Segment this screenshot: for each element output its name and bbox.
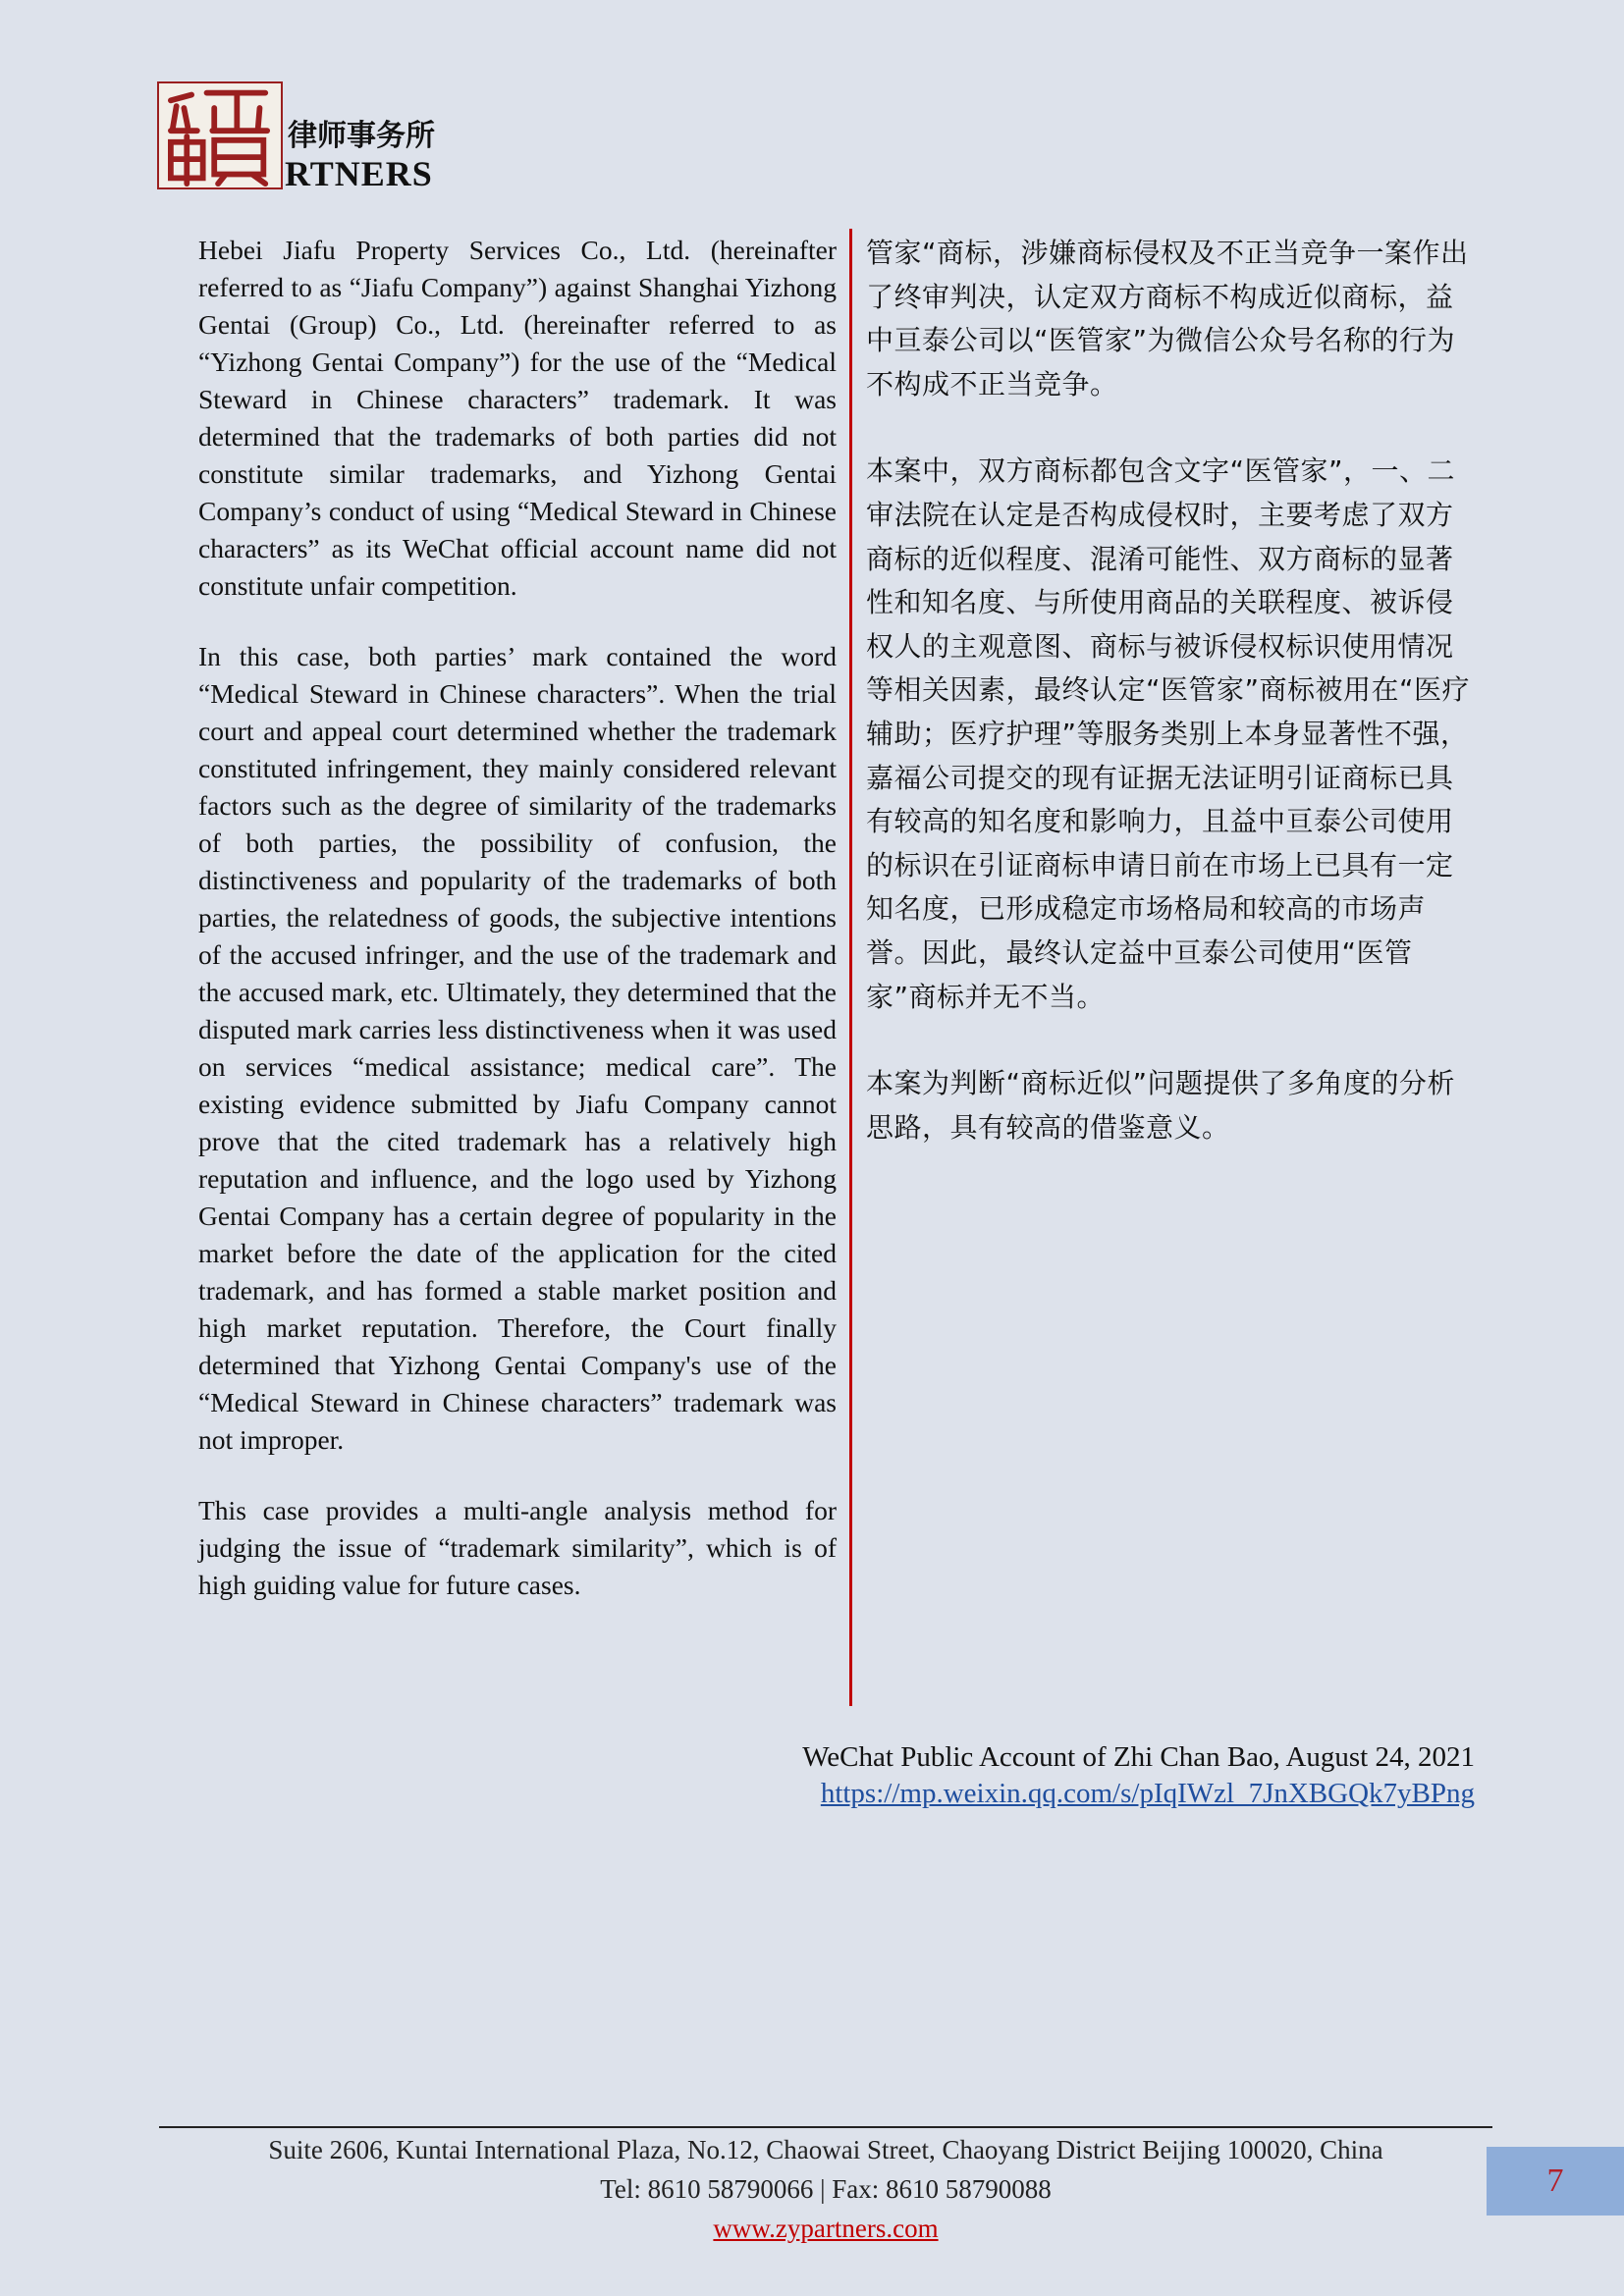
source-citation — [802, 1739, 1475, 1812]
source-link[interactable]: https://mp.weixin.qq.com/s/pIqIWzl_7JnXBGQk7yBPng — [820, 1778, 1475, 1809]
english-paragraph: This case provides a multi-angle analysis method for judging the issue of “trademark similarity”, which is of high guiding value for future cases. — [198, 1495, 837, 1600]
footer-website-link[interactable]: www.zypartners.com — [713, 2214, 939, 2243]
source-text: WeChat Public Account of Zhi Chan Bao, August 24, 2021 — [802, 1741, 1475, 1773]
page-footer — [159, 2130, 1492, 2248]
chinese-column — [866, 232, 1475, 1193]
firm-name-chinese: 律师事务所 — [288, 119, 435, 153]
english-column — [198, 232, 837, 1637]
english-paragraph: Hebei Jiafu Property Services Co., Ltd. (hereinafter referred to as “Jiafu Company”) against Shanghai Yizhong Gentai (Group) Co., Ltd. (hereinafter referred to as “Yizhong Gentai Company”) for the use of the “Medical Steward in Chinese characters” trademark. It was determined that the trademarks of both parties did not constitute similar trademarks, and Yizhong Gentai Company’s conduct of using “Medical Steward in Chinese characters” as its WeChat official account name did not constitute unfair competition. — [198, 235, 837, 601]
footer-divider — [159, 2126, 1492, 2128]
page-number: 7 — [1487, 2147, 1624, 2216]
footer-address: Suite 2606, Kuntai International Plaza, No.12, Chaowai Street, Chaoyang District Beijing 100020, China — [268, 2135, 1383, 2164]
chinese-paragraph: 管家“商标，涉嫌商标侵权及不正当竞争一案作出了终审判决，认定双方商标不构成近似商标，益中亘泰公司以“医管家”为微信公众号名称的行为不构成不正当竞争。 — [866, 237, 1469, 400]
firm-name-english: RTNERS — [285, 154, 433, 193]
firm-logo — [157, 79, 481, 196]
footer-contact: Tel: 8610 58790066 | Fax: 8610 58790088 — [600, 2174, 1052, 2204]
seal-logo-icon — [157, 81, 283, 189]
english-paragraph: In this case, both parties’ mark contained the word “Medical Steward in Chinese characters”. When the trial court and appeal court determined whether the trademark constituted infringement, they mainly considered relevant factors such as the degree of similarity of the trademarks of both parties, the possibility of confusion, the distinctiveness and popularity of the trademarks of both parties, the relatedness of goods, the subjective intentions of the accused infringer, and the use of the trademark and the accused mark, etc. Ultimately, they determined that the disputed mark carries less distinctiveness when it was used on services “medical assistance; medical care”. The existing evidence submitted by Jiafu Company cannot prove that the cited trademark has a relatively high reputation and influence, and the logo used by Yizhong Gentai Company has a certain degree of popularity in the market before the date of the application for the cited trademark, and has formed a stable market position and high market reputation. Therefore, the Court finally determined that Yizhong Gentai Company's use of the “Medical Steward in Chinese characters” trademark was not improper. — [198, 641, 837, 1455]
column-divider — [849, 229, 852, 1706]
chinese-paragraph: 本案为判断“商标近似”问题提供了多角度的分析思路，具有较高的借鉴意义。 — [866, 1067, 1456, 1144]
chinese-paragraph: 本案中，双方商标都包含文字“医管家”，一、二审法院在认定是否构成侵权时，主要考虑了双方商标的近似程度、混淆可能性、双方商标的显著性和知名度、与所使用商品的关联程度、被诉侵权人的主观意图、商标与被诉侵权标识使用情况等相关因素，最终认定“医管家”商标被用在“医疗辅助；医疗护理”等服务类别上本身显著性不强，嘉福公司提交的现有证据无法证明引证商标已具有较高的知名度和影响力，且益中亘泰公司使用的标识在引证商标申请日前在市场上已具有一定知名度，已形成稳定市场格局和较高的市场声誉。因此，最终认定益中亘泰公司使用“医管家”商标并无不当。 — [866, 454, 1471, 1013]
